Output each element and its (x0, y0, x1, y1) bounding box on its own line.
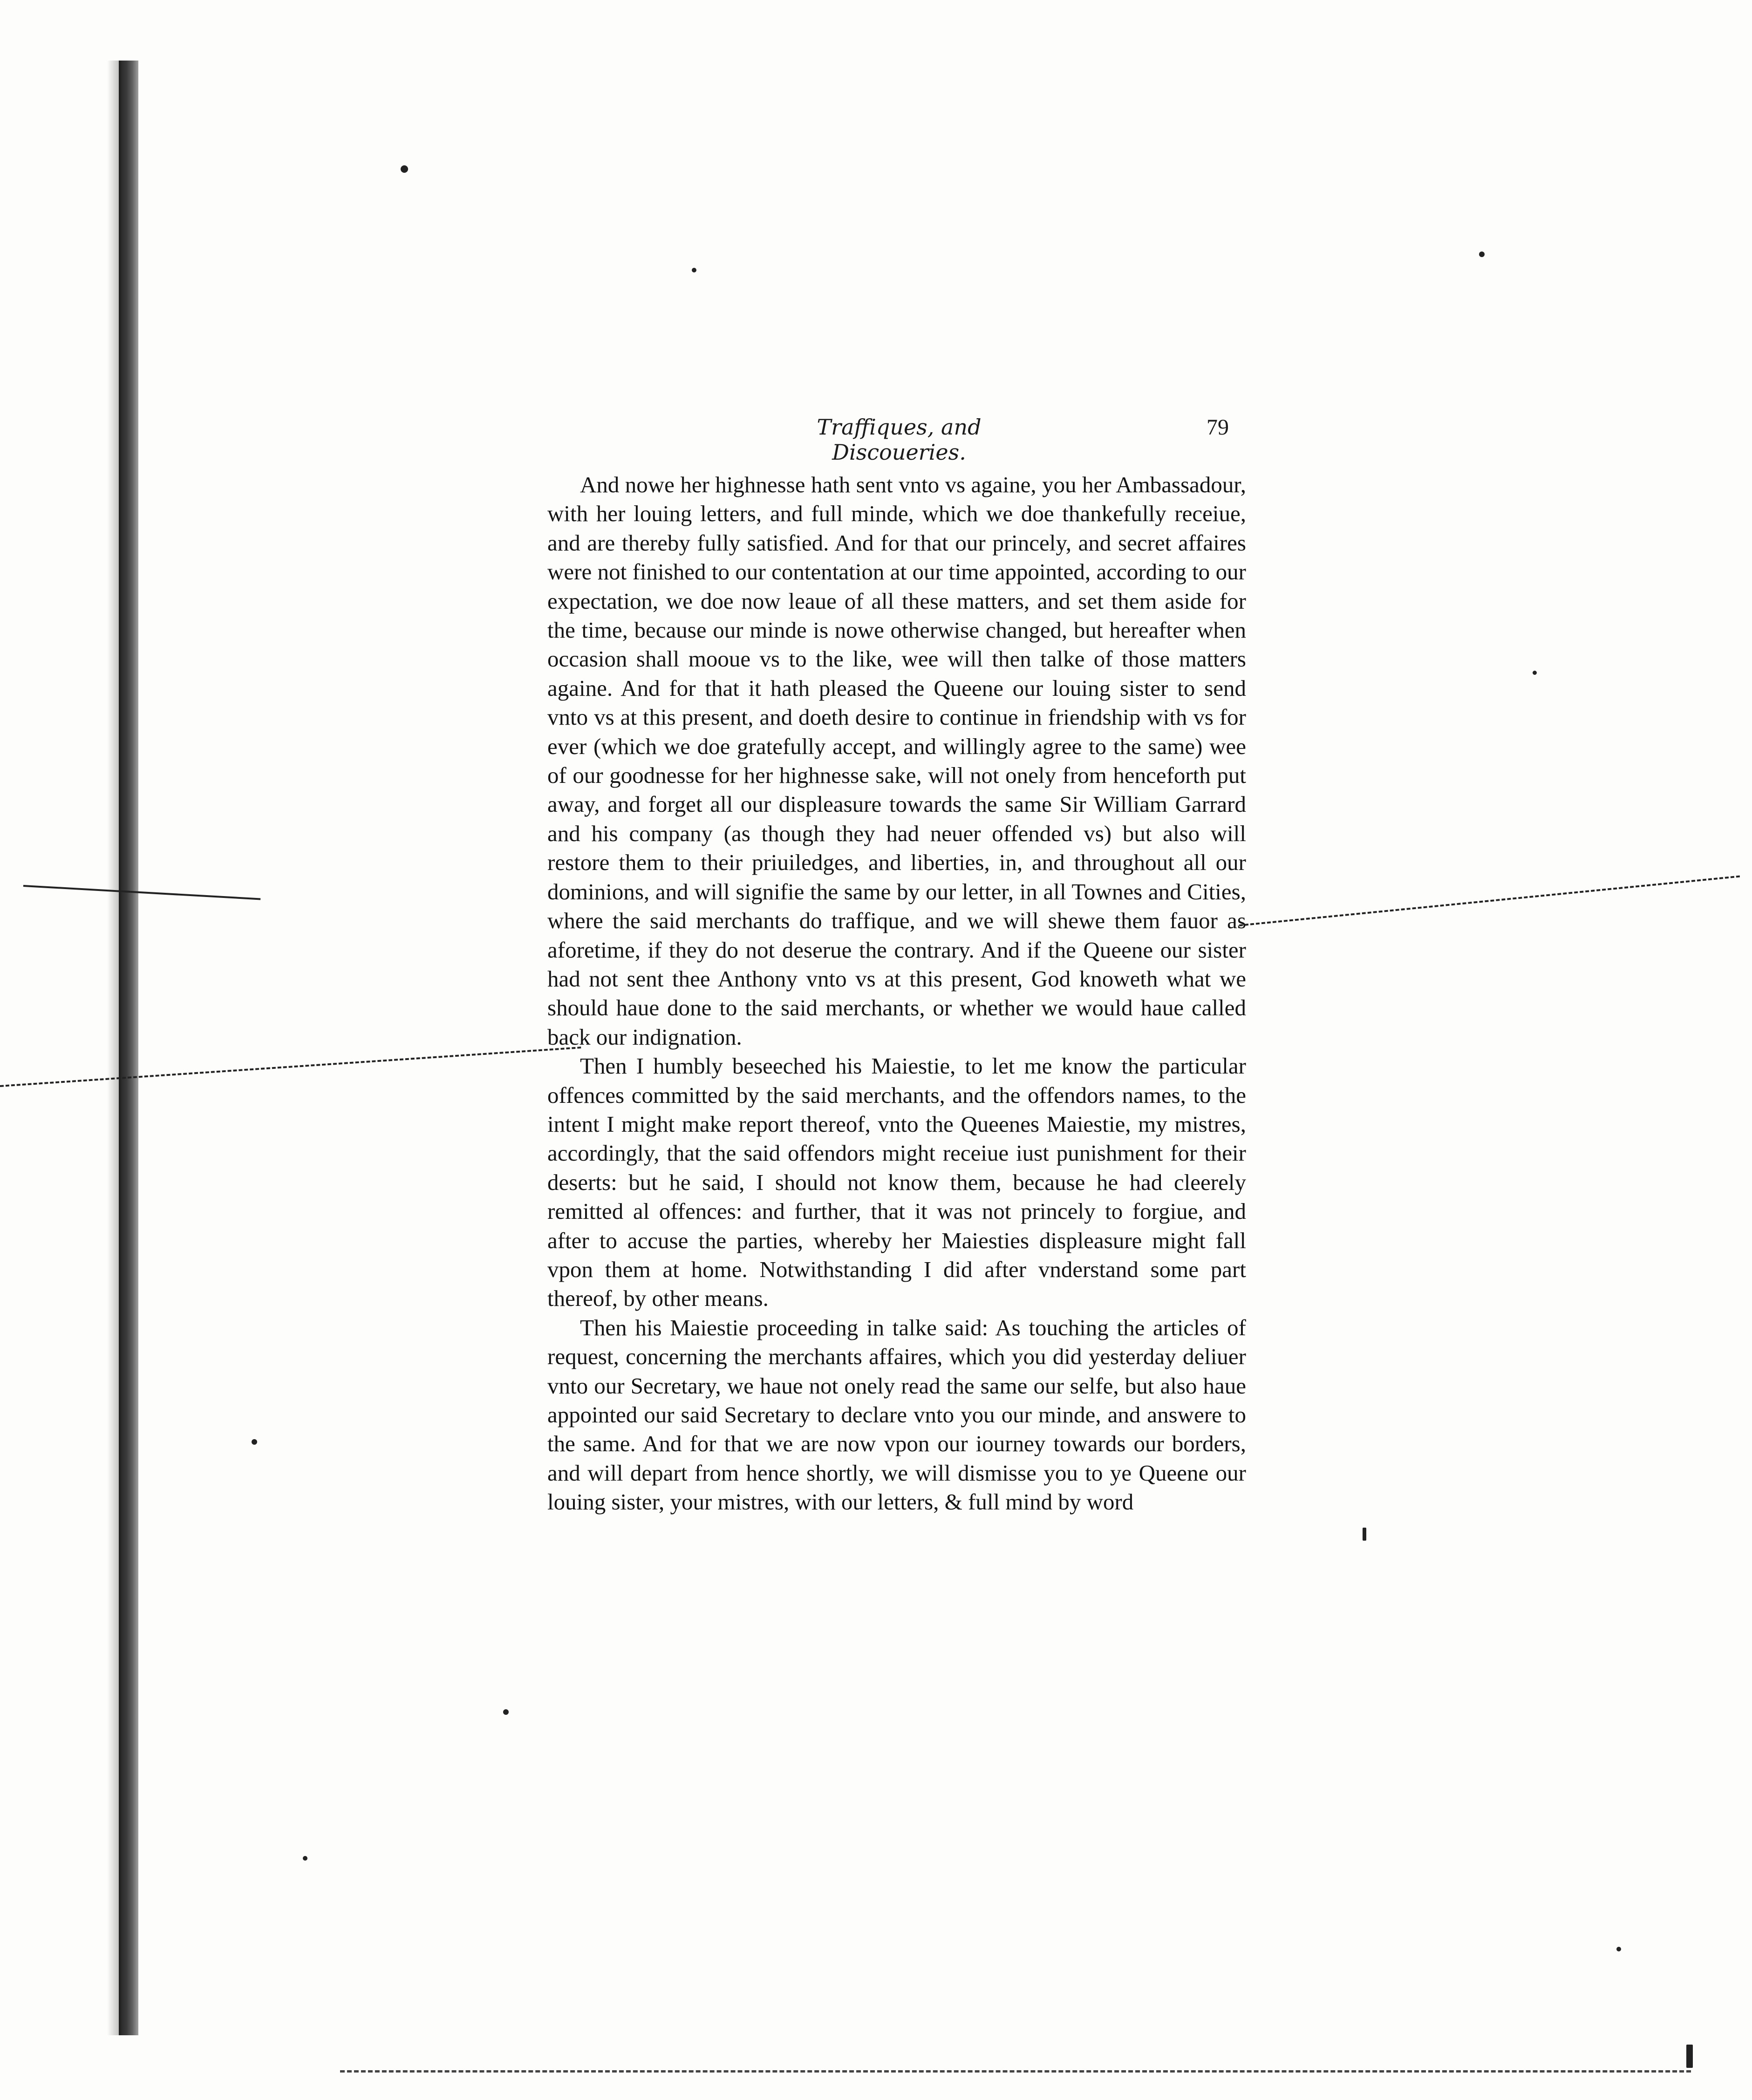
margin-stroke-left (23, 885, 260, 900)
text-block (547, 470, 1246, 1517)
page-number: 79 (1207, 415, 1229, 440)
bottom-edge-rule (340, 2070, 1691, 2073)
speck (1479, 251, 1485, 257)
speck (1363, 1528, 1366, 1541)
speck (1686, 2045, 1693, 2068)
speck (692, 268, 696, 272)
speck (1533, 671, 1537, 675)
speck (252, 1439, 257, 1445)
speck (401, 165, 408, 173)
speck (303, 1856, 307, 1861)
dashed-stroke-right (1239, 876, 1740, 926)
speck (1616, 1947, 1621, 1951)
speck (503, 1709, 509, 1715)
running-head: Traffiques, and Discoueries. (817, 415, 982, 465)
paragraph-3: Then his Maiestie proceeding in talke said: As touching the articles of request, concerning the merchants affaires, which you did yesterday deliuer vnto our Secretary, we haue not onely read the same our selfe, but also haue appointed our said Secretary to declare vnto you our minde, and answere to the same. And for that we are now vpon our iourney towards our borders, and will depart from hence shortly, we will dismisse you to ye Queene our louing sister, your mistres, with our letters, & full mind by word (547, 1314, 1246, 1515)
paragraph-2: Then I humbly beseeched his Maiestie, to let me know the particular offences committed by the said merchants, and the offendors names, to the intent I might make report thereof, vnto the Queenes Maiestie, my mistres, accordingly, that the said offendors might receiue iust punishment for their deserts: but he said, I should not know them, because he had cleerely remitted al offences: and further, that it was not princely to forgiue, and after to accuse the parties, whereby her Maiesties displeasure might fall vpon them at home. Notwithstanding I did after vnderstand some part thereof, by other means. (547, 1053, 1246, 1312)
binding-edge (119, 61, 138, 2035)
paragraph-1: And nowe her highnesse hath sent vnto vs againe, you her Ambassadour, with her louing letters, and full minde, which we doe thankefully receiue, and are thereby fully satisfied. And for that our princely, and secret affaires were not finished to our contentation at our time appointed, according to our expectation, we doe now leaue of all these matters, and set them aside for the time, because our minde is nowe otherwise changed, but hereafter when occasion shall mooue vs to the like, wee will then talke of those matters againe. And for that it hath pleased the Queene our louing sister to send vnto vs at this present, and doeth desire to continue in friendship with vs for ever (which we doe gratefully accept, and willingly agree to the same) wee of our goodnesse for her highnesse sake, will not onely from henceforth put away, and forget all our displeasure towards the same Sir William Garrard and his company (as though they had neuer offended vs) but also will restore them to their priuiledges, and liberties, in, and throughout all our dominions, and will signifie the same by our letter, in all Townes and Cities, where the said merchants do traffique, and we will shewe them fauor as aforetime, if they do not deserue the contrary. And if the Queene our sister had not sent thee Anthony vnto vs at this present, God knoweth what we should haue done to the said merchants, or whether we would haue called back our indignation. (547, 472, 1246, 1050)
dashed-stroke-lower (0, 1047, 581, 1087)
